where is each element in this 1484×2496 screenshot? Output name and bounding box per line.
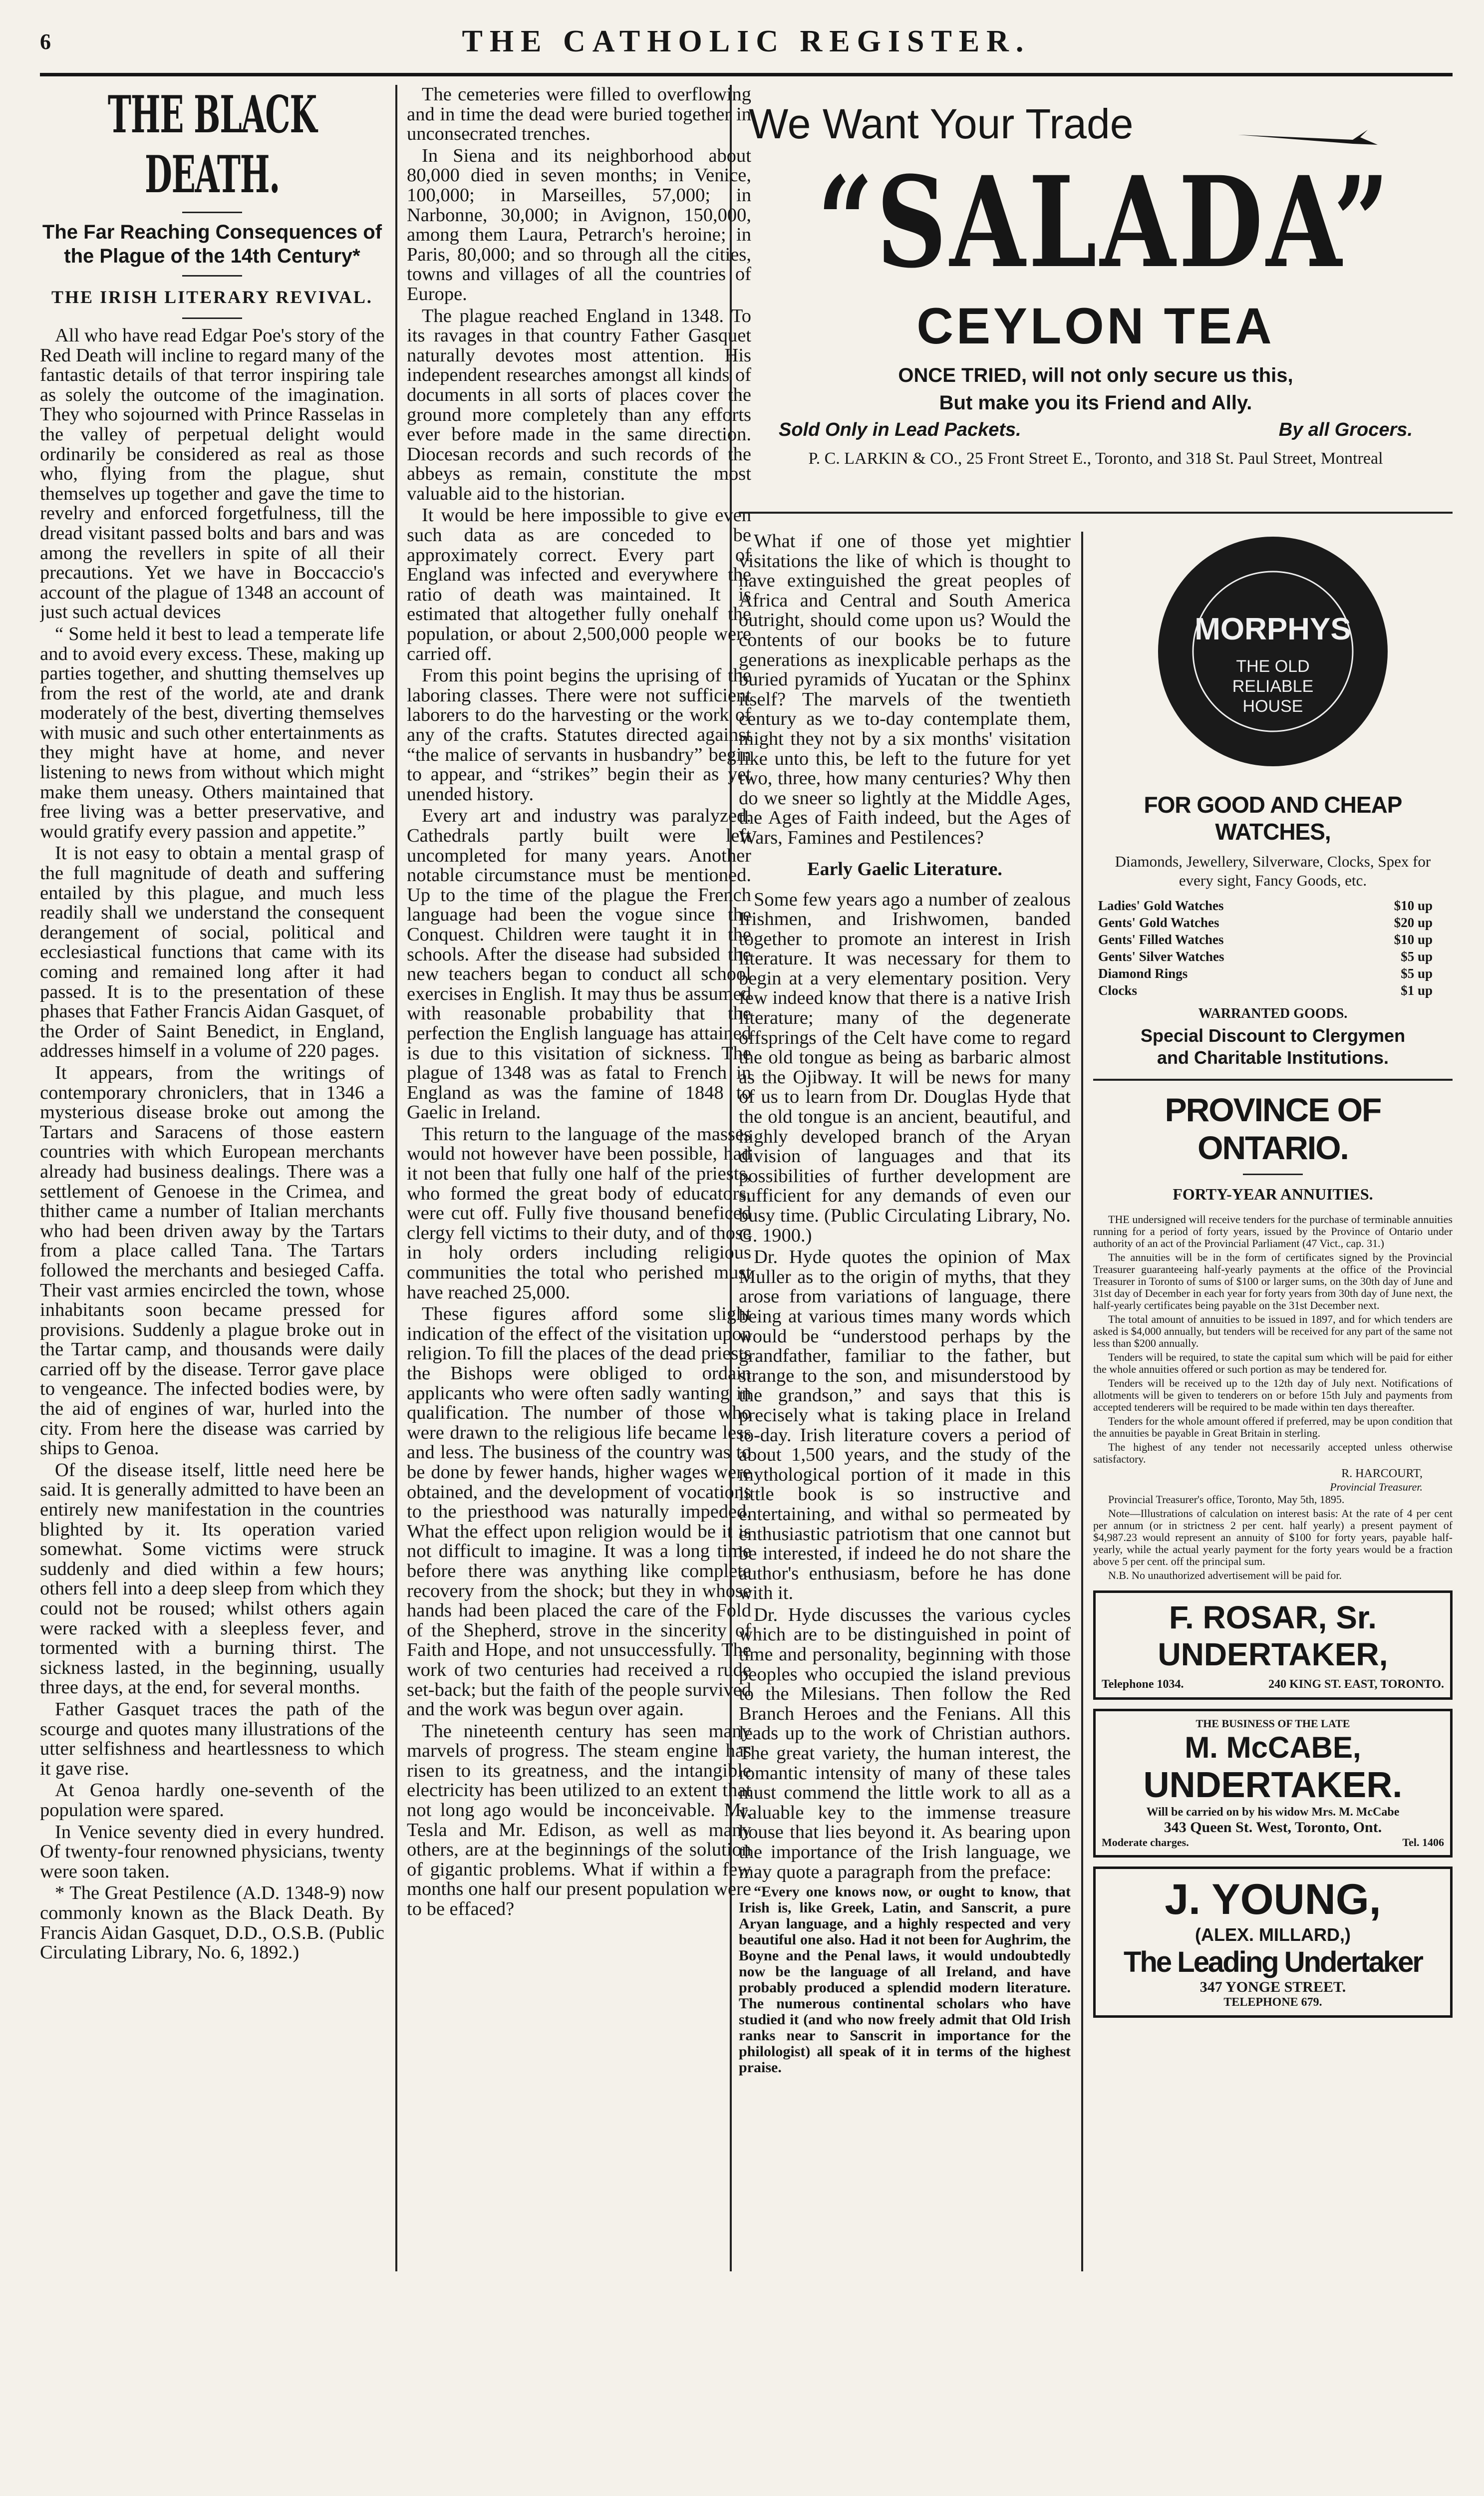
notice-nb: N.B. No unauthorized advertisement will be paid for. bbox=[1108, 1569, 1342, 1581]
ad-title: UNDERTAKER. bbox=[1143, 1765, 1403, 1805]
paragraph: What if one of those yet mightier visitations the like of which is thought to have extinguished the great peoples of Africa and Central and South America outright, should come upon us? Would the contents of our books be to future generations as inexplicable perhaps as the buried pyramids of Yucatan or the Sphinx itself? The marvels of the twentieth century as we to-day contemplate them, might they not by a six months' visitation like unto this, be left to the future for yet two, three, how many centuries? Why then do we sneer so lightly at the Middle Ages, the Ages of Faith indeed, but the Ages of Wars, Famines and Pestilences? bbox=[739, 532, 1071, 848]
badge-text: THE OLD RELIABLE HOUSE bbox=[1232, 657, 1314, 716]
product-name: CEYLON TEA bbox=[916, 298, 1275, 354]
notice-title: FORTY-YEAR ANNUITIES. bbox=[1173, 1185, 1373, 1203]
paragraph: In Siena and its neighborhood about 80,000 died in seven months; in Venice, 100,000; in Marseilles, 57,000; in Narbonne, 30,000; in Avignon, 150,000, among them Laura, Petrarch's heroine; in Paris, 80,000; and so through all the cities, towns and villages of all the countries of Europe. bbox=[407, 145, 751, 305]
paragraph: Of the disease itself, little need here be said. It is generally admitted to have been an entirely new manifestation in the countries blighted by it. Its operation varied somewhat. Some victims were struck suddenly and died within a few hours; others fell into a deep sleep from which they could not be roused; whilst others again were racked with a sleepless fever, and tormented with a burning thirst. The sickness lasted, in the beginning, usually three days, at the end, for several months. bbox=[40, 1459, 384, 1698]
morphys-ad bbox=[1093, 537, 1453, 1069]
mccabe-undertaker-ad bbox=[1093, 1709, 1453, 1858]
ad-contact: Telephone 1034. 240 KING ST. EAST, TORONTO. bbox=[1102, 1678, 1444, 1691]
ad-phone: TELEPHONE 679. bbox=[1223, 1996, 1322, 2009]
badge-name: MORPHYS bbox=[1194, 612, 1351, 646]
ad-line: Will be carried on by his widow Mrs. M. McCabe bbox=[1146, 1806, 1400, 1819]
divider bbox=[182, 212, 242, 213]
divider bbox=[182, 275, 242, 277]
notice-paragraph: Tenders will be required, to state the capital sum which will be paid for either the whole annuities offered or such portion as may be tendered for. bbox=[1093, 1351, 1453, 1375]
brand-name: “SALADA” bbox=[817, 149, 1393, 296]
annuity-notice bbox=[1093, 1079, 1453, 1581]
section-heading: Early Gaelic Literature. bbox=[807, 858, 1002, 880]
paragraph: Dr. Hyde discusses the various cycles which are to be distinguished in point of time and personality, beginning with those peoples who occupied the island previous to the Milesians. Then follow the Red Branch Heroes and the Fenians. All this leads up to the work of Christian authors. The great variety, the human interest, the romantic intensity of many of these tales must commend the little work to all as a valuable key to the immense treasure house that lies beyond it. As bearing upon the importance of the Irish language, we may quote a paragraph from the preface: bbox=[739, 1604, 1071, 1882]
footnote: * The Great Pestilence (A.D. 1348-9) now commonly known as the Black Death. By Francis Aidan Gasquet, D.D., O.S.B. (Public Circulating Library, No. 6, 1892.) bbox=[40, 1882, 384, 1963]
ad-address: P. C. LARKIN & CO., 25 Front Street E., Toronto, and 318 St. Paul Street, Montreal bbox=[808, 449, 1383, 468]
divider bbox=[1243, 1174, 1303, 1175]
ad-headline: We Want Your Trade bbox=[749, 100, 1134, 147]
ad-line: By all Grocers. bbox=[1278, 419, 1413, 440]
notice-paragraph: The total amount of annuities to be issued in 1897, and for which tenders are asked is $4,000 annually, but tenders will be received for any part of the same not less than $200 annually. bbox=[1093, 1313, 1453, 1349]
ad-line: ONCE TRIED, will not only secure us this, bbox=[898, 364, 1293, 386]
article-subtitle: The Far Reaching Consequences of the Plague of the 14th Century* bbox=[42, 221, 382, 267]
price-row: Clocks $1 up bbox=[1098, 983, 1433, 998]
column-divider bbox=[1081, 532, 1083, 2271]
price-row: Ladies' Gold Watches $10 up bbox=[1098, 898, 1433, 913]
ad-address: 347 YONGE STREET. bbox=[1199, 1979, 1346, 1995]
notice-paragraph: Tenders for the whole amount offered if preferred, may be upon condition that the annuities be payable in Great Britain in sterling. bbox=[1093, 1415, 1453, 1439]
quotation: “Every one knows now, or ought to know, that Irish is, like Greek, Latin, and Sanscrit, a pure Aryan language, and a highly respected and very beautiful one also. Had it not been for Aughrim, the Boyne and the Penal laws, it would undoubtedly now be the language of all Ireland, and have probably produced a splendid modern literature. The numerous continental scholars who have studied it (and who now freely admit that Old Irish ranks near to Sanscrit in importance for the philologist) all speak of it in terms of the highest praise. bbox=[739, 1883, 1071, 2076]
advertisement-column bbox=[1093, 532, 1453, 2496]
divider bbox=[182, 317, 242, 319]
paper-title: THE CATHOLIC REGISTER. bbox=[462, 24, 1031, 58]
warranted-goods: WARRANTED GOODS. bbox=[1198, 1006, 1348, 1021]
paragraph: The plague reached England in 1348. To its ravages in that country Father Gasquet naturally devotes most attention. His independent researches amongst all kinds of documents in all sorts of places cover the ground more completely than any efforts ever before made in the same direction. Diocesan records and such records of the abbeys as remain, constitute the most valuable aid to the historian. bbox=[407, 305, 751, 504]
masthead-rule bbox=[40, 73, 1453, 76]
price-row: Diamond Rings $5 up bbox=[1098, 966, 1433, 981]
notice-paragraph: The annuities will be in the form of certificates signed by the Provincial Treasurer guaranteeing half-yearly payments at the office of the Provincial Treasurer in Toronto of sums of $100 or larger sums, on the 30th day of June and 31st day of December in each year for forty years from 30th day of June next, the half-yearly certificates being payable on the 31st December next. bbox=[1093, 1251, 1453, 1311]
article-irish-literature bbox=[739, 532, 1071, 2489]
paragraph: All who have read Edgar Poe's story of the Red Death will incline to regard many of the fantastic details of that terror inspiring tale as solely the outcome of the imagination. They who sojourned with Prince Rasselas in the valley of perpetual delight would ordinarily be considered as real as those who, flying from the plague, shut themselves up together and gave the time to revelry and enforced forgetfulness, till the dread visitant passed bolts and bars and was among the revellers in spite of all their precautions. Yet we have in Boccaccio's account of the plague of 1348 an account of just such actual devices bbox=[40, 325, 384, 623]
notice-province: PROVINCE OF ONTARIO. bbox=[1165, 1091, 1381, 1166]
ad-name: F. ROSAR, Sr. bbox=[1169, 1599, 1377, 1635]
paragraph: From this point begins the uprising of the laboring classes. There were not sufficient laborers to do the harvesting or the work of any of the crafts. Statutes directed against “the malice of servants in husbandry” begin to appear, and “strikes” begin their as yet unended history. bbox=[407, 665, 751, 805]
notice-paragraph: The highest of any tender not necessarily accepted unless otherwise satisfactory. bbox=[1093, 1441, 1453, 1465]
paragraph: It is not easy to obtain a mental grasp of the full magnitude of death and suffering entailed by this plague, and much less readily shall we understand the consequent derangement of social, political and ecclesiastical functions that came with its coming and remained long after it had passed. It is to the presentation of these phases that Father Francis Aidan Gasquet, of the Order of Saint Benedict, in England, addresses himself in a volume of 220 pages. bbox=[40, 843, 384, 1062]
paragraph: In Venice seventy died in every hundred. Of twenty-four renowned physicians, twenty were soon taken. bbox=[40, 1821, 384, 1882]
column-divider bbox=[395, 85, 397, 2271]
paragraph: This return to the language of the masses would not however have been possible, had it not been that fully one half of the priests, who formed the great body of educators, were cut off. Fully five thousand beneficed clergy fell victims to their duty, and of those in holy orders including religious communities the total who perished must have reached 25,000. bbox=[407, 1123, 751, 1303]
ad-description: Diamonds, Jewellery, Silverware, Clocks, Spex for every sight, Fancy Goods, etc. bbox=[1115, 853, 1431, 889]
paragraph: “ Some held it best to lead a temperate life and to avoid every excess. These, making up parties together, and shutting themselves up from the rest of the world, ate and drank moderately of the best, diverting themselves with music and such other entertainments as they might have at home, and never listening to news from without which might make them uneasy. Others maintained that free living was a better preservative, and would gratify every passion and appetite.” bbox=[40, 623, 384, 842]
price-row: Gents' Filled Watches $10 up bbox=[1098, 932, 1433, 947]
ad-header: THE BUSINESS OF THE LATE bbox=[1195, 1717, 1350, 1730]
young-undertaker-ad bbox=[1093, 1867, 1453, 2018]
ad-name: M. McCABE, bbox=[1185, 1731, 1361, 1764]
ad-sub: (ALEX. MILLARD,) bbox=[1195, 1924, 1351, 1945]
notice-paragraph: Tenders will be received up to the 12th day of July next. Notifications of allotments will be given to tenderers on or before 15th July and payments from accepted tenderers will be required to be made within ten days thereafter. bbox=[1093, 1377, 1453, 1413]
ad-contact: Moderate charges. Tel. 1406 bbox=[1102, 1836, 1444, 1849]
article-black-death-continued bbox=[407, 85, 751, 2261]
article-title: THE BLACK DEATH. bbox=[107, 85, 317, 205]
signature: R. HARCOURT, bbox=[1341, 1467, 1423, 1480]
notice-note: Note—Illustrations of calculation on interest basis: At the rate of 4 per cent per annum (or in strictness 2 per cent. half yearly) a present payment of $4,987.23 would represent an annuity of $100 for forty years, payable half-yearly, while the actual yearly payment for the forty years would be a fraction above 5 per cent. off the principal sum. bbox=[1093, 1507, 1453, 1567]
starburst-icon bbox=[1158, 537, 1388, 766]
paragraph: Father Gasquet traces the path of the scourge and quotes many illustrations of the utter selfishness and heartlessness to which it gave rise. bbox=[40, 1698, 384, 1779]
salada-tea-ad bbox=[739, 85, 1453, 514]
paragraph: It appears, from the writings of contemporary chroniclers, that in 1346 a mysterious disease broke out among the Tartars and Saracens of those eastern countries with which European merchants already had business dealings. There was a settlement of Genoese in the Crimea, and thither came a number of Italian merchants who had been driven away by the Tartars from a place called Tana. The Tartars followed the merchants and besieged Caffa. Their vast armies encircled the town, whose inhabitants soon became pressed for provisions. Suddenly a plague broke out in the Tartar camp, and thousands were daily carried off by the disease. Terror gave place to vengeance. The infected bodies were, by the aid of engines of war, hurled into the city. From here the disease was carried by ships to Genoa. bbox=[40, 1062, 384, 1459]
ad-title: UNDERTAKER, bbox=[1158, 1636, 1388, 1672]
masthead bbox=[40, 20, 1453, 68]
rosar-undertaker-ad bbox=[1093, 1590, 1453, 1700]
arrow-icon bbox=[1238, 120, 1378, 150]
paragraph: The cemeteries were filled to overflowing and in time the dead were buried together in unconsecrated trenches. bbox=[407, 85, 751, 145]
paragraph: These figures afford some slight indication of the effect of the visitation upon religion. To fill the places of the dead priests the Bishops were obliged to ordain applicants who were often sadly wanting in qualification. The number of those who were drawn to the religious life became less and less. The business of the country was to be done by fewer hands, higher wages were obtained, and the development of vocations to the priesthood was naturally impeded. What the effect upon religion would be it is not difficult to imagine. It was a long time before there was anything like complete recovery from the shock; but they in whose hands had been placed the care of the Fold of the Shepherd, strove in the sincerity of Faith and Hope, and not unsuccessfully. The work of two centuries had received a rude set-back; but the faith of the people survived and the work was begun over again. bbox=[407, 1303, 751, 1720]
price-row: Gents' Silver Watches $5 up bbox=[1098, 949, 1433, 964]
paragraph: Dr. Hyde quotes the opinion of Max Muller as to the origin of myths, that they arose from variations of language, there being at various times many words which would be “understood perhaps by the grandfather, familiar to the father, but strange to the son, and misunderstood by the grandson,” and says that this is precisely what is taking place in Ireland to-day. Irish literature covers a period of about 1,500 years, and the study of the mythological portion of it made in this little book is so instructive and entertaining, and withal so permeated by enthusiastic patriotism that one cannot but be interested, if indeed he do not share the author's enthusiasm, before he has done with it. bbox=[739, 1247, 1071, 1604]
ad-line: Sold Only in Lead Packets. bbox=[779, 419, 1021, 440]
ad-line: But make you its Friend and Ally. bbox=[939, 392, 1252, 414]
page-number: 6 bbox=[40, 29, 51, 54]
paragraph: Every art and industry was paralyzed. Cathedrals partly built were left uncompleted for many years. Another notable circumstance must be mentioned. Up to the time of the plague the French language had been the vogue since the Conquest. Children were taught it in the schools. After the disease had subsided the new teachers began to conduct all school exercises in English. It may thus be assumed with reasonable probability that the perfection the English language has attained is due to this visitation of sickness. The plague of 1348 was as fatal to French in England as was the famine of 1848 to Gaelic in Ireland. bbox=[407, 805, 751, 1123]
morphys-badge bbox=[1158, 537, 1388, 766]
section-heading: THE IRISH LITERARY REVIVAL. bbox=[51, 287, 373, 307]
clergy-discount: Special Discount to Clergymen and Charitable Institutions. bbox=[1140, 1025, 1406, 1068]
paragraph: The nineteenth century has seen many marvels of progress. The steam engine has risen to its greatness, and the intangible electricity has been utilized to an extent that not long ago would be inconceivable. Mr. Tesla and Mr. Edison, as well as many others, are at the beginnings of the solution of gigantic problems. What if within a few months one half our present population were to be effaced? bbox=[407, 1720, 751, 1920]
signature-title: Provincial Treasurer. bbox=[1330, 1481, 1423, 1493]
article-black-death bbox=[40, 85, 384, 2261]
ad-name: J. YOUNG, bbox=[1165, 1875, 1381, 1923]
ad-address: 343 Queen St. West, Toronto, Ont. bbox=[1164, 1819, 1382, 1836]
price-list bbox=[1098, 897, 1433, 999]
paragraph: At Genoa hardly one-seventh of the population were spared. bbox=[40, 1780, 384, 1821]
notice-office: Provincial Treasurer's office, Toronto, May 5th, 1895. bbox=[1108, 1493, 1345, 1506]
price-row: Gents' Gold Watches $20 up bbox=[1098, 915, 1433, 930]
notice-paragraph: THE undersigned will receive tenders for the purchase of terminable annuities running for a period of forty years, issued by the Province of Ontario under authority of an act of the Provincial Parliament (47 Vict., cap. 31.) bbox=[1093, 1213, 1453, 1249]
ad-headline: FOR GOOD AND CHEAP WATCHES, bbox=[1144, 792, 1402, 845]
paragraph: It would be here impossible to give even such data as are conceded to be approximately correct. Every part of England was infected and everywhere the ratio of death was maintained. It is estimated that altogether fully onehalf the population, or about 2,500,000 people were carried off. bbox=[407, 505, 751, 664]
paragraph: Some few years ago a number of zealous Irishmen, and Irishwomen, banded together to promote an interest in Irish literature. It was necessary for them to begin at a very elementary position. Very few indeed know that there is a native Irish literature; many of the degenerate offsprings of the Celt have come to regard the old tongue as being as barbaric almost as the Ojibway. It will be news for many of us to learn from Dr. Douglas Hyde that the old tongue is an ancient, beautiful, and highly developed branch of the Aryan division of languages and that its possibilities of further development are sufficient for any demands of even our busy time. (Public Circulating Library, No. G. 1900.) bbox=[739, 889, 1071, 1246]
ad-title: The Leading Undertaker bbox=[1124, 1946, 1422, 1978]
